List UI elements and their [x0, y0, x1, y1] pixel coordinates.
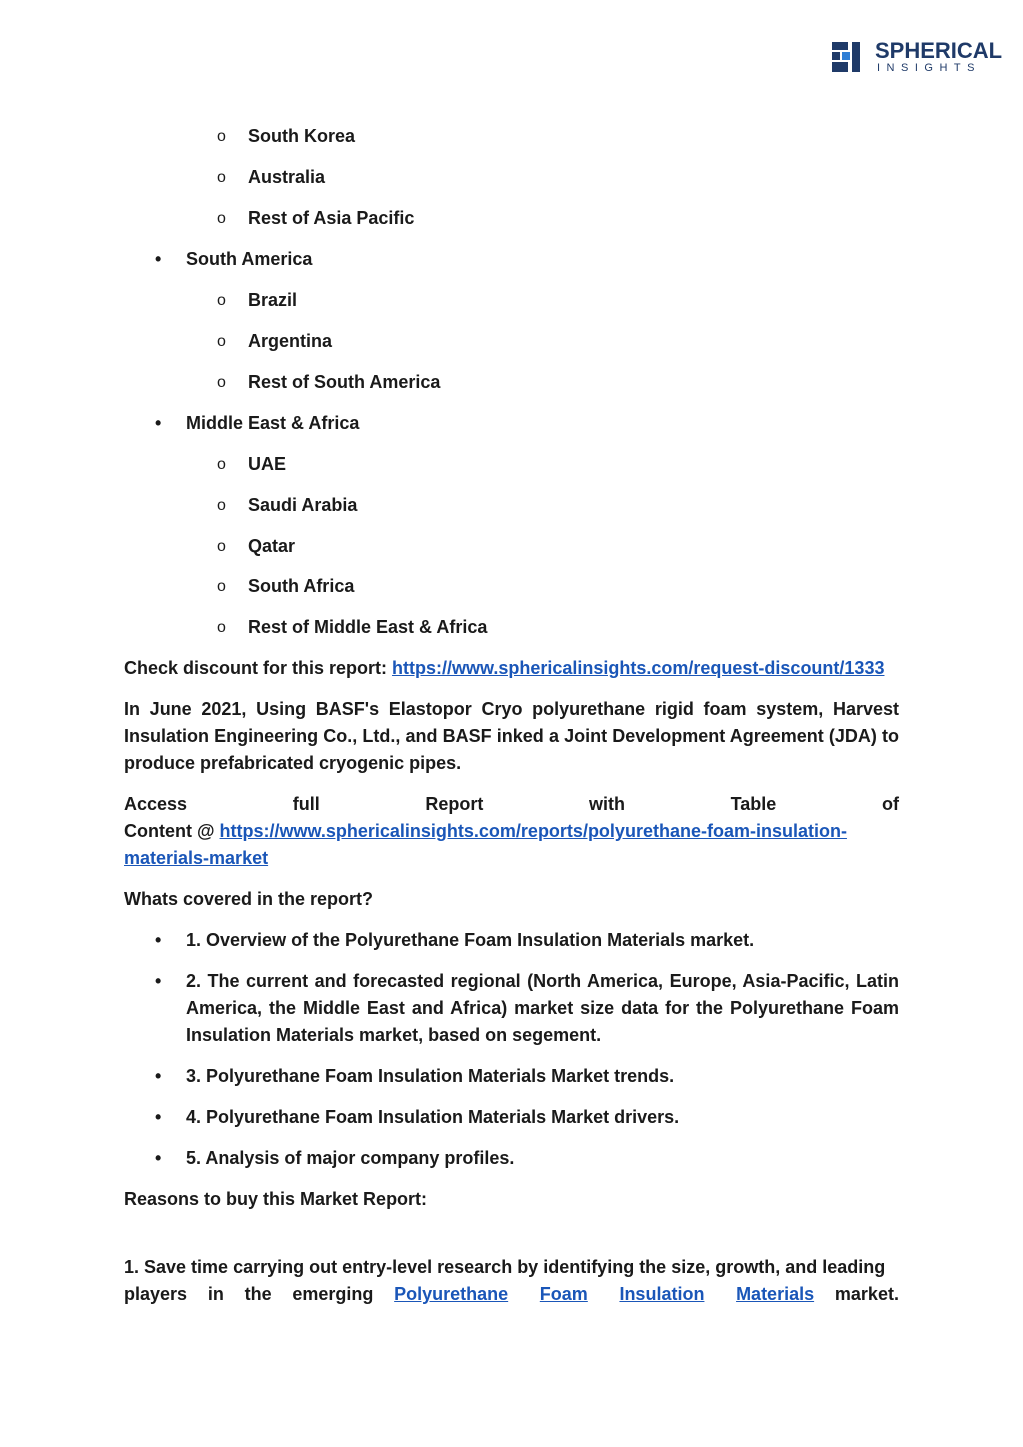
list-item: o Qatar [217, 536, 296, 556]
logo-mark-icon [830, 40, 868, 74]
market-link[interactable]: Polyurethane Foam Insulation Materials [394, 1284, 815, 1304]
covered-heading: Whats covered in the report? [124, 889, 374, 909]
spherical-insights-logo [830, 38, 1003, 76]
list-item: o Saudi Arabia [217, 495, 358, 515]
list-item: o Argentina [217, 331, 333, 351]
list-item: o South Africa [217, 576, 355, 596]
list-item-south-america: • South America [155, 249, 313, 269]
logo-name: SPHERICAL [875, 38, 1003, 63]
list-item-middle-east-africa: • Middle East & Africa [155, 413, 360, 433]
report-link[interactable]: https://www.sphericalinsights.com/reports/polyurethane-foam-insulation- materials-market [124, 821, 847, 868]
news-paragraph: In June 2021, Using BASF's Elastopor Cryo polyurethane rigid foam system, Harvest Insulation Engineering Co., Ltd., and BASF inked a Joint Development Agreement (JDA) to produce prefabricated cryogenic pipes. [124, 699, 899, 773]
discount-link[interactable]: https://www.sphericalinsights.com/request-discount/1333 [392, 658, 885, 678]
discount-label: Check discount for this report: [124, 658, 393, 678]
list-item: • 4. Polyurethane Foam Insulation Materials Market drivers. [155, 1107, 680, 1127]
list-item: o Brazil [217, 290, 298, 310]
list-item: • 1. Overview of the Polyurethane Foam Insulation Materials market. [155, 930, 755, 950]
list-item: o UAE [217, 454, 287, 474]
discount-paragraph [124, 655, 899, 682]
list-item: o Rest of Asia Pacific [217, 208, 415, 228]
list-item: o Rest of Middle East & Africa [217, 617, 488, 637]
logo-subtitle: INSIGHTS [877, 62, 981, 74]
list-item: • 5. Analysis of major company profiles. [155, 1148, 515, 1168]
list-item: • 3. Polyurethane Foam Insulation Materials Market trends. [155, 1066, 675, 1086]
access-report-paragraph: Access full Report with Table of Content @ https://www.sphericalinsights.com/reports/polyurethane-foam-insulation- materials-market [124, 794, 899, 868]
list-item: o Rest of South America [217, 372, 441, 392]
list-item: o South Korea [217, 126, 356, 146]
reasons-paragraph: 1. Save time carrying out entry-level research by identifying the size, growth, and leading players in the emerging Polyurethane Foam Insulation Materials market. [124, 1254, 899, 1308]
reasons-heading: Reasons to buy this Market Report: [124, 1189, 428, 1209]
list-item: o Australia [217, 167, 326, 187]
list-item: • 2. The current and forecasted regional (North America, Europe, Asia-Pacific, Latin America, the Middle East and Africa) market size data for the Polyurethane Foam Insulation Materials market, based on segement. [155, 971, 899, 1045]
